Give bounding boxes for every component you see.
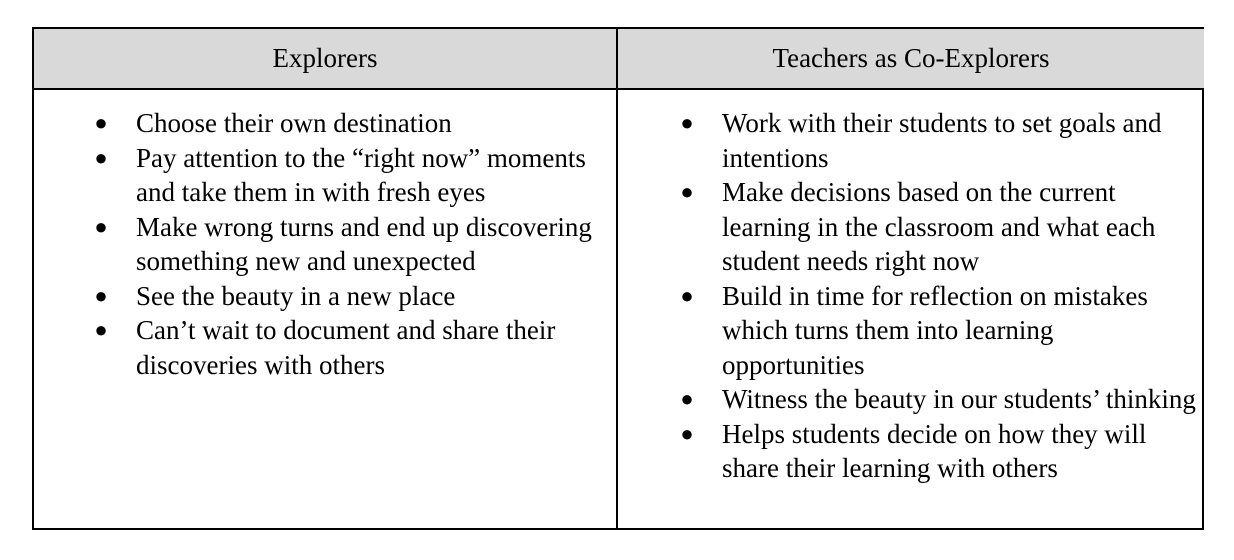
bullet-icon: ● <box>680 110 694 135</box>
teachers-cell <box>618 90 1204 530</box>
list-item <box>90 210 610 279</box>
list-item <box>90 106 610 141</box>
list-item <box>676 417 1196 486</box>
bullet-icon: ● <box>680 386 694 411</box>
bullet-icon: ● <box>94 213 108 239</box>
list-item-text: Choose their own destination <box>136 108 452 138</box>
explorers-list <box>90 106 610 382</box>
list-item <box>676 382 1196 417</box>
comparison-table <box>32 27 1204 530</box>
list-item <box>676 175 1196 279</box>
list-item <box>90 279 610 314</box>
list-item-text: Work with their students to set goals and intentions <box>722 108 1162 173</box>
bullet-icon: ● <box>94 317 108 342</box>
list-item-text: See the beauty in a new place <box>136 280 456 311</box>
bullet-icon: ● <box>94 110 108 135</box>
teachers-list <box>676 106 1196 486</box>
bullet-icon: ● <box>94 144 108 170</box>
bullet-icon: ● <box>680 282 694 308</box>
list-item <box>90 313 610 382</box>
bullet-icon: ● <box>94 282 108 308</box>
header-explorers: Explorers <box>34 29 618 90</box>
list-item <box>90 141 610 210</box>
list-item-text: Pay attention to the “right now” moments and take them in with fresh eyes <box>136 142 586 207</box>
list-item-text: Helps students decide on how they will share their learning with others <box>722 418 1147 483</box>
list-item-text: Witness the beauty in our students’ thinking <box>722 384 1196 414</box>
bullet-icon: ● <box>680 179 694 204</box>
explorers-cell <box>34 90 618 530</box>
bullet-icon: ● <box>680 420 694 446</box>
list-item-text: Make decisions based on the current learning in the classroom and what each student needs right now <box>722 177 1156 276</box>
list-item <box>676 106 1196 175</box>
list-item-text: Can’t wait to document and share their discoveries with others <box>136 315 556 380</box>
list-item-text: Build in time for reflection on mistakes which turns them into learning opportunities <box>722 280 1148 380</box>
list-item-text: Make wrong turns and end up discovering something new and unexpected <box>136 211 592 276</box>
list-item <box>676 279 1196 383</box>
header-teachers: Teachers as Co-Explorers <box>618 29 1204 90</box>
